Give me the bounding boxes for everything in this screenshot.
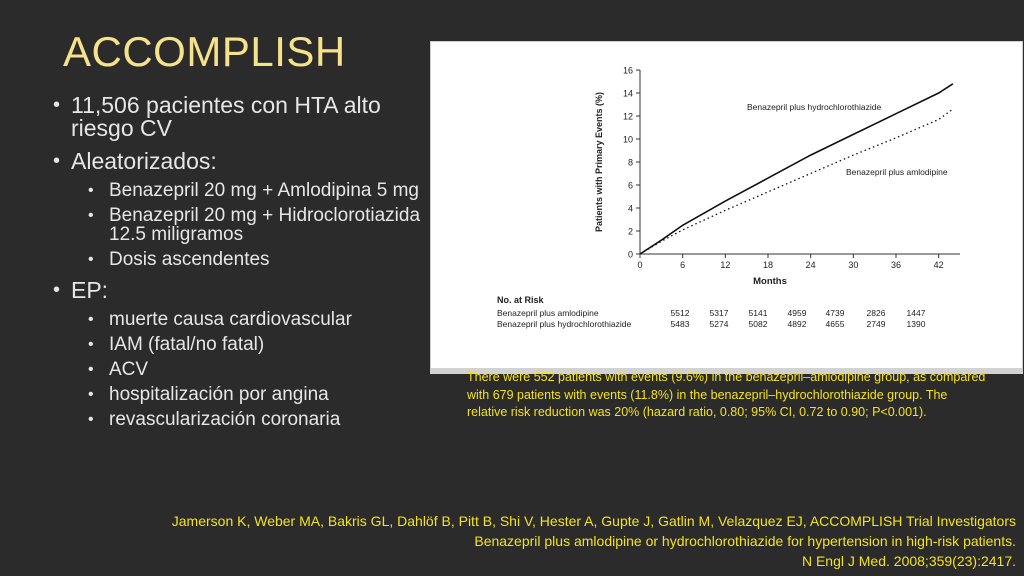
x-tick-label: 36 [890, 260, 902, 270]
risk-table-cell: 5274 [709, 319, 729, 329]
risk-table-cell: 2749 [866, 319, 886, 329]
bullet-text: 11,506 pacientes con HTA alto riesgo CV [71, 92, 381, 141]
y-tick-label: 14 [622, 88, 633, 99]
x-tick-label: 18 [762, 260, 774, 270]
risk-table-cell: 2826 [866, 308, 886, 318]
bullet-text: EP: [71, 277, 109, 303]
bullet-dot: • [53, 94, 61, 116]
bullet-dot: • [88, 386, 94, 403]
risk-table-cell: 5082 [748, 319, 768, 329]
series-label: Benazepril plus hydrochlorothiazide [747, 102, 882, 112]
bullet-text: muerte causa cardiovascular [109, 309, 352, 330]
bullet-endpoints [53, 279, 423, 302]
x-tick-label: 0 [637, 260, 643, 270]
bullet-text: Aleatorizados: [71, 148, 217, 174]
x-tick-label: 6 [680, 260, 686, 270]
risk-table-cell: 5483 [670, 319, 690, 329]
bullet-dot: • [88, 207, 94, 224]
x-axis-label: Months [753, 276, 787, 287]
series-label: Benazepril plus amlodipine [846, 167, 948, 177]
y-tick-label: 16 [622, 65, 633, 76]
risk-table-cell: 4655 [825, 319, 845, 329]
sub-bullet [53, 310, 423, 329]
kaplan-meier-chart [431, 42, 1022, 368]
bullet-dot: • [88, 336, 94, 353]
slide-title: ACCOMPLISH [63, 28, 346, 75]
bullet-text: Dosis ascendentes [109, 249, 270, 270]
sub-bullet [53, 206, 423, 244]
bullet-patients [53, 94, 423, 140]
reference-line: Benazepril plus amlodipine or hydrochlorothiazide for hypertension in high-risk patients. [474, 533, 1016, 549]
bullet-dot: • [53, 279, 61, 301]
risk-table-cell: 5317 [709, 308, 729, 318]
risk-table-cell: 1390 [906, 319, 926, 329]
risk-table-cell: 4892 [787, 319, 807, 329]
sub-bullet [53, 385, 423, 404]
chart-image [430, 41, 1023, 374]
bullet-randomized [53, 150, 423, 173]
risk-table-row-label: Benazepril plus hydrochlorothiazide [497, 319, 632, 329]
x-tick-label: 24 [805, 260, 816, 270]
y-tick-label: 6 [627, 180, 633, 191]
risk-table-cell: 5141 [748, 308, 768, 318]
x-tick-label: 12 [720, 260, 731, 270]
bullet-dot: • [88, 311, 94, 328]
y-tick-label: 4 [627, 203, 633, 214]
reference-line: N Engl J Med. 2008;359(23):2417. [801, 553, 1016, 569]
bullet-text: hospitalización por angina [109, 384, 329, 405]
sub-bullet [53, 360, 423, 379]
bullet-text: revascularización coronaria [109, 409, 341, 430]
bullet-list [53, 94, 423, 435]
reference-line: Jamerson K, Weber MA, Bakris GL, Dahlöf B, Pitt B, Shi V, Hester A, Gupte J, Gatlin M, Velazquez EJ, ACCOMPLISH Trial Investigators [171, 513, 1016, 529]
x-tick-label: 30 [848, 260, 859, 270]
y-tick-label: 8 [627, 157, 633, 168]
sub-bullet [53, 250, 423, 269]
bullet-text: ACV [109, 359, 149, 380]
sub-bullet [53, 181, 423, 200]
risk-table-title: No. at Risk [497, 295, 544, 305]
risk-table-cell: 1447 [906, 308, 926, 318]
risk-table-cell: 4959 [787, 308, 807, 318]
y-tick-label: 12 [622, 111, 633, 122]
bullet-dot: • [88, 251, 94, 268]
y-tick-label: 0 [627, 249, 633, 260]
bullet-dot: • [88, 361, 94, 378]
bullet-dot: • [88, 411, 94, 428]
y-tick-label: 2 [627, 226, 633, 237]
risk-table-row-label: Benazepril plus amlodipine [497, 308, 599, 318]
reference [56, 511, 1016, 571]
bullet-text: Benazepril 20 mg + Hidroclorotiazida 12.5 miligramos [109, 205, 421, 245]
series-line-amlodipine [640, 109, 953, 254]
results-note: There were 552 patients with events (9.6%) in the benazepril–amlodipine group, as compared with 679 patients with events (11.8%) in the benazepril–hydrochlorothiazide group. The relative risk reduction was 20% (hazard ratio, 0.80; 95% CI, 0.72 to 0.90; P<0.001). [467, 370, 986, 419]
sub-bullet [53, 410, 423, 429]
x-tick-label: 42 [933, 260, 944, 270]
bullet-text: Benazepril 20 mg + Amlodipina 5 mg [109, 180, 419, 201]
y-axis-label: Patients with Primary Events (%) [594, 91, 604, 233]
risk-table-cell: 5512 [670, 308, 690, 318]
sub-bullet [53, 335, 423, 354]
bullet-dot: • [88, 182, 94, 199]
y-tick-label: 10 [622, 134, 633, 145]
risk-table-cell: 4739 [825, 308, 845, 318]
bullet-dot: • [53, 150, 61, 172]
bullet-text: IAM (fatal/no fatal) [109, 334, 265, 355]
